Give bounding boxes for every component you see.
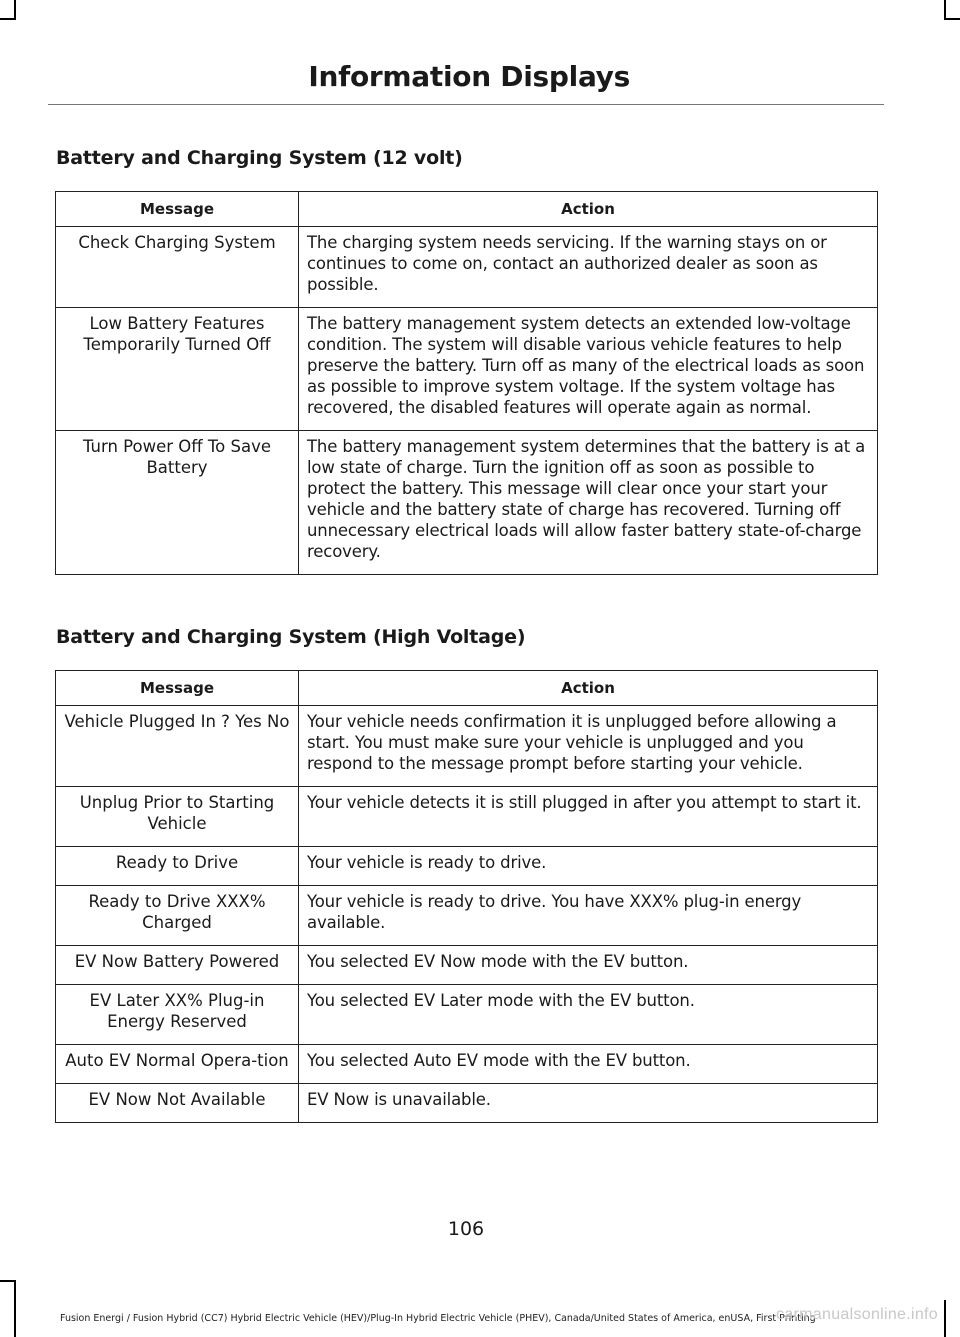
action-cell: Your vehicle is ready to drive. You have XXX% plug-in energy available. bbox=[299, 886, 878, 946]
action-cell: Your vehicle needs confirmation it is unplugged before allowing a start. You must make sure your vehicle is unplugged and you respond to the message prompt before starting your vehicle. bbox=[299, 706, 878, 787]
crop-mark-top-right-v bbox=[944, 0, 946, 20]
table-header-row bbox=[56, 671, 878, 706]
message-cell: Auto EV Normal Opera-tion bbox=[56, 1045, 299, 1084]
battery-high-voltage-table bbox=[55, 670, 878, 1123]
table-row bbox=[56, 946, 878, 985]
battery-12v-table bbox=[55, 191, 878, 575]
page-title: Information Displays bbox=[308, 60, 630, 93]
table-row bbox=[56, 308, 878, 431]
section-heading-12-volt: Battery and Charging System (12 volt) bbox=[56, 147, 463, 169]
table-row bbox=[56, 787, 878, 847]
section-heading-high-voltage: Battery and Charging System (High Voltage) bbox=[56, 626, 526, 648]
message-cell: EV Now Not Available bbox=[56, 1084, 299, 1123]
table-row bbox=[56, 706, 878, 787]
table-row bbox=[56, 985, 878, 1045]
message-cell: Vehicle Plugged In ? Yes No bbox=[56, 706, 299, 787]
message-cell: EV Now Battery Powered bbox=[56, 946, 299, 985]
action-cell: You selected EV Now mode with the EV button. bbox=[299, 946, 878, 985]
message-cell: Turn Power Off To Save Battery bbox=[56, 431, 299, 575]
action-cell: You selected EV Later mode with the EV button. bbox=[299, 985, 878, 1045]
action-cell: You selected Auto EV mode with the EV button. bbox=[299, 1045, 878, 1084]
action-cell: The charging system needs servicing. If the warning stays on or continues to come on, contact an authorized dealer as soon as possible. bbox=[299, 227, 878, 308]
title-divider bbox=[48, 104, 884, 105]
table-row bbox=[56, 431, 878, 575]
message-cell: Low Battery Features Temporarily Turned Off bbox=[56, 308, 299, 431]
message-cell: Check Charging System bbox=[56, 227, 299, 308]
crop-mark-bottom-right-v bbox=[944, 1300, 946, 1337]
page-number: 106 bbox=[447, 1218, 485, 1240]
action-cell: Your vehicle is ready to drive. bbox=[299, 847, 878, 886]
table-row bbox=[56, 1084, 878, 1123]
footer-text: Fusion Energi / Fusion Hybrid (CC7) Hybrid Electric Vehicle (HEV)/Plug-In Hybrid Electric Vehicle (PHEV), Canada/United States of America, enUSA, First Printing bbox=[60, 1313, 816, 1324]
column-header-message: Message bbox=[56, 192, 299, 227]
crop-mark-bottom-left-h bbox=[0, 1280, 16, 1282]
column-header-action: Action bbox=[299, 671, 878, 706]
table-row bbox=[56, 1045, 878, 1084]
message-cell: Ready to Drive XXX% Charged bbox=[56, 886, 299, 946]
table-header-row bbox=[56, 192, 878, 227]
column-header-action: Action bbox=[299, 192, 878, 227]
table-row bbox=[56, 847, 878, 886]
message-cell: EV Later XX% Plug-in Energy Reserved bbox=[56, 985, 299, 1045]
table-row bbox=[56, 886, 878, 946]
action-cell: The battery management system detects an extended low-voltage condition. The system will disable various vehicle features to help preserve the battery. Turn off as many of the electrical loads as soon as possible to improve system voltage. If the system voltage has recovered, the disabled features will operate again as normal. bbox=[299, 308, 878, 431]
table-row bbox=[56, 227, 878, 308]
column-header-message: Message bbox=[56, 671, 299, 706]
watermark: carmanualsonline.info bbox=[776, 1306, 938, 1323]
action-cell: EV Now is unavailable. bbox=[299, 1084, 878, 1123]
action-cell: The battery management system determines that the battery is at a low state of charge. Turn the ignition off as soon as possible to protect the battery. This message will clear once your start your vehicle and the battery state of charge has recovered. Turning off unnecessary electrical loads will allow faster battery state-of-charge recovery. bbox=[299, 431, 878, 575]
crop-mark-top-left-v bbox=[14, 0, 16, 20]
crop-mark-top-right-h bbox=[944, 18, 960, 20]
crop-mark-top-left-h bbox=[0, 18, 16, 20]
crop-mark-bottom-left-v bbox=[14, 1280, 16, 1337]
action-cell: Your vehicle detects it is still plugged in after you attempt to start it. bbox=[299, 787, 878, 847]
message-cell: Unplug Prior to Starting Vehicle bbox=[56, 787, 299, 847]
message-cell: Ready to Drive bbox=[56, 847, 299, 886]
